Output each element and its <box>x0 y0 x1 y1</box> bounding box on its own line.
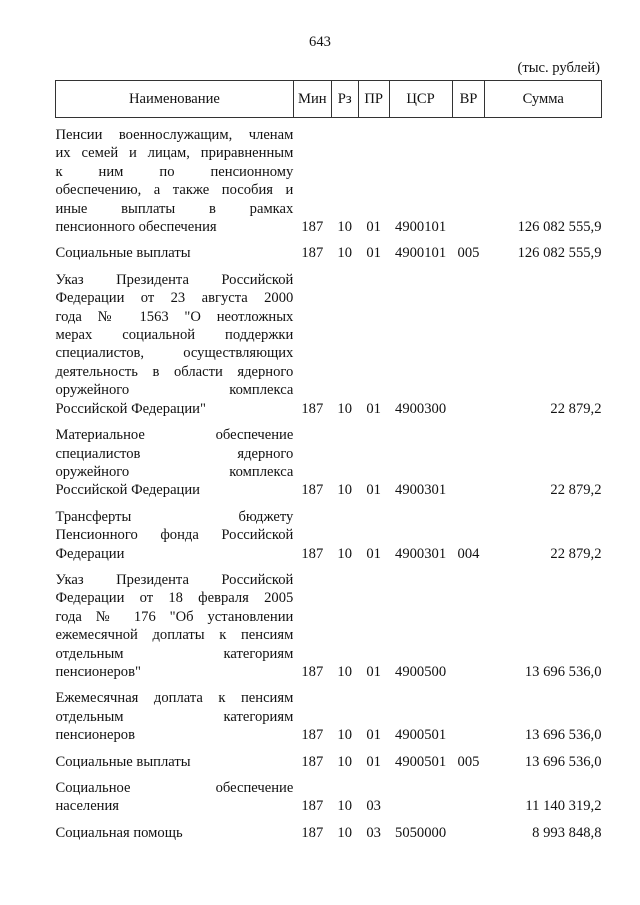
cell-min: 187 <box>301 482 324 499</box>
table-row <box>56 771 602 816</box>
name-line: пенсионного обеспечения <box>55 219 217 236</box>
cell-csr: 4900301 <box>395 482 447 499</box>
cell-vr <box>452 563 485 681</box>
name-line: мерах социальной поддержки <box>55 327 294 344</box>
cell-vr <box>452 418 485 500</box>
row-name <box>56 418 294 500</box>
name-line: Социальное обеспечение <box>55 780 294 796</box>
name-line: пенсионеров" <box>55 663 141 680</box>
cell-rz: 10 <box>337 482 353 499</box>
name-line: отдельным категориям <box>55 708 294 725</box>
cell-vr <box>452 771 485 816</box>
cell-min: 187 <box>301 753 324 770</box>
row-name <box>56 236 294 262</box>
header-name: Наименование <box>56 81 294 118</box>
cell-rz: 10 <box>337 663 353 680</box>
name-line: населения <box>55 798 120 815</box>
name-line: Российской Федерации" <box>55 400 206 417</box>
name-line: оружейного комплекса <box>55 382 294 399</box>
table-row <box>56 563 602 681</box>
header-sum: Сумма <box>485 81 602 118</box>
cell-sum: 126 082 555,9 <box>517 245 602 262</box>
cell-vr: 005 <box>457 753 480 770</box>
name-line: Российской Федерации <box>55 482 200 499</box>
header-rz: Рз <box>331 81 358 118</box>
cell-rz: 10 <box>337 400 353 417</box>
cell-sum: 126 082 555,9 <box>517 219 602 236</box>
cell-sum: 22 879,2 <box>550 400 602 417</box>
cell-vr <box>452 263 485 418</box>
cell-rz: 10 <box>337 245 353 262</box>
page-number: 643 <box>309 34 331 50</box>
row-name <box>56 745 294 771</box>
cell-min: 187 <box>301 245 324 262</box>
cell-min: 187 <box>301 727 324 744</box>
row-name <box>56 563 294 681</box>
name-line: отдельным категориям <box>55 645 294 662</box>
table-row <box>56 745 602 771</box>
header-pr: ПР <box>358 81 389 118</box>
header-min: Мин <box>293 81 331 118</box>
table-row <box>56 681 602 744</box>
name-line: Пенсии военнослужащим, членам <box>55 127 294 143</box>
cell-rz: 10 <box>337 545 353 562</box>
cell-sum: 22 879,2 <box>550 545 602 562</box>
cell-min: 187 <box>301 400 324 417</box>
name-line: Федерации от 18 февраля 2005 <box>55 590 294 607</box>
row-name <box>56 681 294 744</box>
cell-vr: 004 <box>457 545 480 562</box>
name-line: иные выплаты в рамках <box>55 200 294 217</box>
cell-csr: 4900501 <box>395 727 447 744</box>
header-vr: ВР <box>452 81 485 118</box>
row-name <box>56 771 294 816</box>
name-line: года № 176 "Об установлении <box>55 608 294 625</box>
cell-csr: 4900300 <box>395 400 447 417</box>
cell-sum: 13 696 536,0 <box>524 663 602 680</box>
name-line: специалистов, осуществляющих <box>55 345 294 362</box>
name-line: Материальное обеспечение <box>55 427 294 444</box>
cell-sum: 13 696 536,0 <box>524 727 602 744</box>
name-line: деятельность в области ядерного <box>55 363 294 380</box>
cell-csr: 5050000 <box>395 824 447 841</box>
cell-pr: 01 <box>366 545 381 562</box>
cell-sum: 8 993 848,8 <box>532 824 602 841</box>
cell-csr <box>389 771 452 816</box>
row-name <box>56 816 294 842</box>
budget-table <box>55 80 602 842</box>
cell-csr: 4900500 <box>395 663 447 680</box>
cell-vr: 005 <box>457 245 480 262</box>
cell-min: 187 <box>301 663 324 680</box>
name-line: обеспечению, а также пособия и <box>55 182 294 199</box>
name-line: пенсионеров <box>55 727 135 744</box>
name-line: года № 1563 "О неотложных <box>55 308 294 325</box>
cell-sum: 22 879,2 <box>550 482 602 499</box>
cell-min: 187 <box>301 798 324 815</box>
name-line: Ежемесячная доплата к пенсиям <box>55 690 294 707</box>
cell-pr: 01 <box>366 753 381 770</box>
cell-min: 187 <box>301 219 324 236</box>
cell-rz: 10 <box>337 219 353 236</box>
cell-csr: 4900101 <box>395 219 447 236</box>
cell-vr <box>452 118 485 237</box>
name-line: Федерации <box>55 545 125 562</box>
cell-csr: 4900501 <box>395 753 447 770</box>
header-csr: ЦСР <box>389 81 452 118</box>
table-row <box>56 500 602 563</box>
cell-vr <box>452 816 485 842</box>
cell-csr: 4900101 <box>395 245 447 262</box>
cell-csr: 4900301 <box>395 545 447 562</box>
table-row <box>56 418 602 500</box>
row-name <box>56 118 294 237</box>
name-line: их семей и лицам, приравненным <box>55 145 294 162</box>
cell-pr: 01 <box>366 727 381 744</box>
cell-pr: 01 <box>366 482 381 499</box>
table-row <box>56 118 602 237</box>
cell-sum: 11 140 319,2 <box>525 798 602 815</box>
table-header <box>56 81 602 118</box>
cell-pr: 01 <box>366 219 381 236</box>
cell-pr: 03 <box>366 798 381 815</box>
name-line: к ним по пенсионному <box>55 163 294 180</box>
cell-min: 187 <box>301 824 324 841</box>
name-line: ежемесячной доплаты к пенсиям <box>55 627 294 644</box>
cell-sum: 13 696 536,0 <box>524 753 602 770</box>
name-line: Социальная помощь <box>55 824 183 841</box>
cell-min: 187 <box>301 545 324 562</box>
cell-rz: 10 <box>337 824 353 841</box>
name-line: Указ Президента Российской <box>55 571 294 588</box>
name-line: Трансферты бюджету <box>55 508 294 525</box>
cell-pr: 03 <box>366 824 381 841</box>
name-line: Пенсионного фонда Российской <box>55 527 294 544</box>
row-name <box>56 263 294 418</box>
name-line: Указ Президента Российской <box>55 271 294 288</box>
cell-rz: 10 <box>337 753 353 770</box>
name-line: Социальные выплаты <box>55 753 191 770</box>
cell-pr: 01 <box>366 663 381 680</box>
cell-rz: 10 <box>337 798 353 815</box>
name-line: Федерации от 23 августа 2000 <box>55 290 294 307</box>
table-row <box>56 263 602 418</box>
table-row <box>56 816 602 842</box>
name-line: Социальные выплаты <box>55 245 191 262</box>
name-line: оружейного комплекса <box>55 463 294 480</box>
cell-rz: 10 <box>337 727 353 744</box>
name-line: специалистов ядерного <box>55 445 294 462</box>
cell-pr: 01 <box>366 400 381 417</box>
cell-vr <box>452 681 485 744</box>
row-name <box>56 500 294 563</box>
units-label: (тыс. рублей) <box>517 60 600 76</box>
table-row <box>56 236 602 262</box>
cell-pr: 01 <box>366 245 381 262</box>
